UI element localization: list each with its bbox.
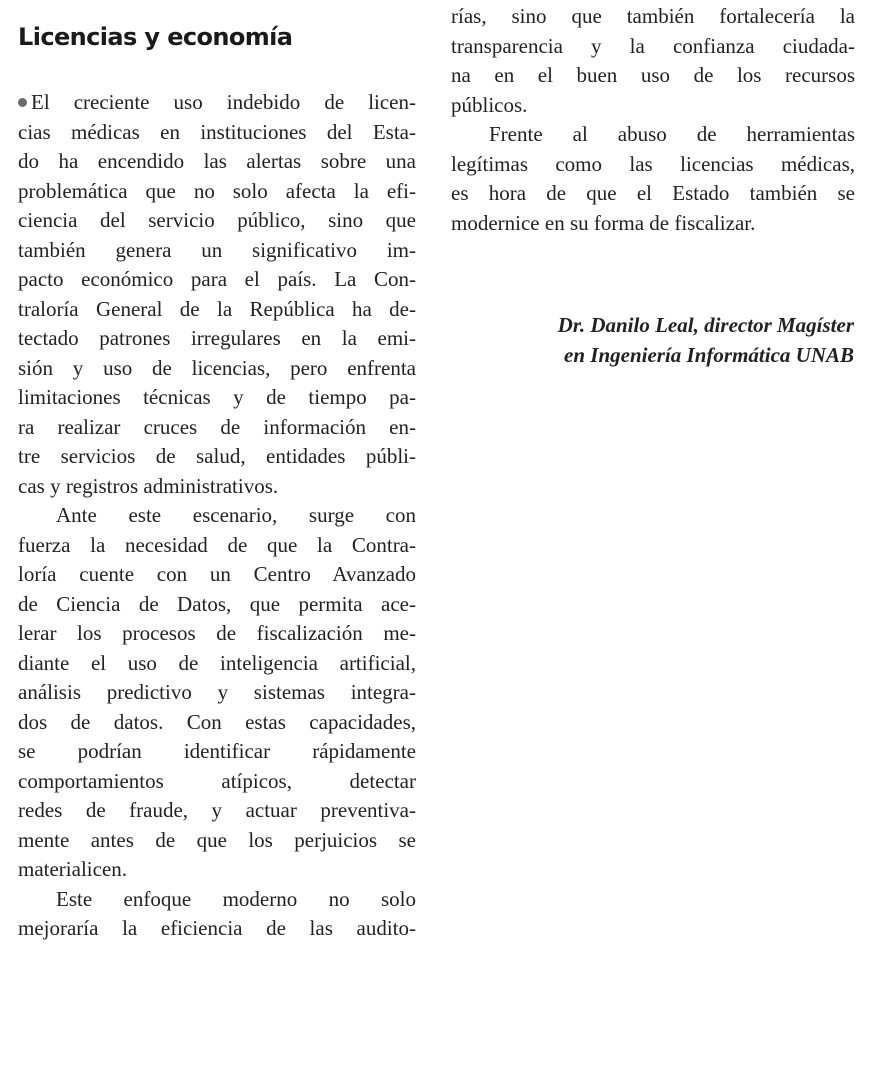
body-line: mejoraría la eficiencia de las audito- [18, 916, 416, 940]
body-line: ra realizar cruces de información en- [18, 414, 416, 439]
body-line: tre servicios de salud, entidades públi- [18, 444, 416, 468]
body-line: modernice en su forma de fiscalizar. [451, 210, 756, 235]
article-headline: Licencias y economía [18, 23, 293, 51]
body-line: rías, sino que también fortalecería la [451, 4, 855, 28]
body-line: es hora de que el Estado también se [451, 181, 855, 205]
body-line: mente antes de que los perjuicios se [18, 827, 416, 852]
body-line: traloría General de la República ha de- [18, 296, 416, 321]
body-line: El creciente uso indebido de licen- [18, 88, 416, 118]
body-line: dos de datos. Con estas capacidades, [18, 709, 416, 734]
author-signature [434, 310, 854, 370]
body-line: fuerza la necesidad de que la Contra- [18, 532, 416, 557]
author-affiliation-line: en Ingeniería Informática UNAB [564, 343, 854, 367]
body-line: transparencia y la confianza ciudada- [451, 33, 855, 58]
body-line: limitaciones técnicas y de tiempo pa- [18, 385, 416, 409]
body-line: Este enfoque moderno no solo [56, 886, 416, 911]
author-name-line: Dr. Danilo Leal, director Magíster [557, 313, 854, 337]
body-line: lerar los procesos de fiscalización me- [18, 621, 416, 645]
body-line: públicos. [451, 92, 528, 117]
body-line: pacto económico para el país. La Con- [18, 267, 416, 291]
body-line: cas y registros administrativos. [18, 473, 279, 498]
body-line: do ha encendido las alertas sobre una [18, 149, 416, 173]
body-line: Frente al abuso de herramientas [489, 122, 855, 146]
body-line: comportamientos atípicos, detectar [18, 768, 416, 793]
body-line: se podrían identificar rápidamente [18, 739, 416, 763]
body-line: también genera un significativo im- [18, 237, 416, 262]
body-line: tectado patrones irregulares en la emi- [18, 326, 416, 350]
body-line: diante el uso de inteligencia artificial, [18, 650, 416, 675]
body-line: redes de fraude, y actuar preventiva- [18, 798, 416, 822]
body-line: sión y uso de licencias, pero enfrenta [18, 355, 416, 380]
body-line: na en el buen uso de los recursos [451, 63, 855, 87]
body-line: análisis predictivo y sistemas integra- [18, 680, 416, 704]
body-line: problemática que no solo afecta la efi- [18, 178, 416, 203]
body-line: ciencia del servicio público, sino que [18, 208, 416, 232]
bullet-icon [18, 98, 27, 107]
body-line: Ante este escenario, surge con [56, 503, 416, 527]
body-line: de Ciencia de Datos, que permita ace- [18, 591, 416, 616]
body-line: legítimas como las licencias médicas, [451, 151, 855, 176]
article-body-right-column [451, 2, 855, 238]
body-line: materialicen. [18, 857, 128, 881]
body-line: cias médicas en instituciones del Esta- [18, 119, 416, 144]
article-body-left-column [18, 88, 416, 944]
body-line: loría cuente con un Centro Avanzado [18, 562, 416, 586]
